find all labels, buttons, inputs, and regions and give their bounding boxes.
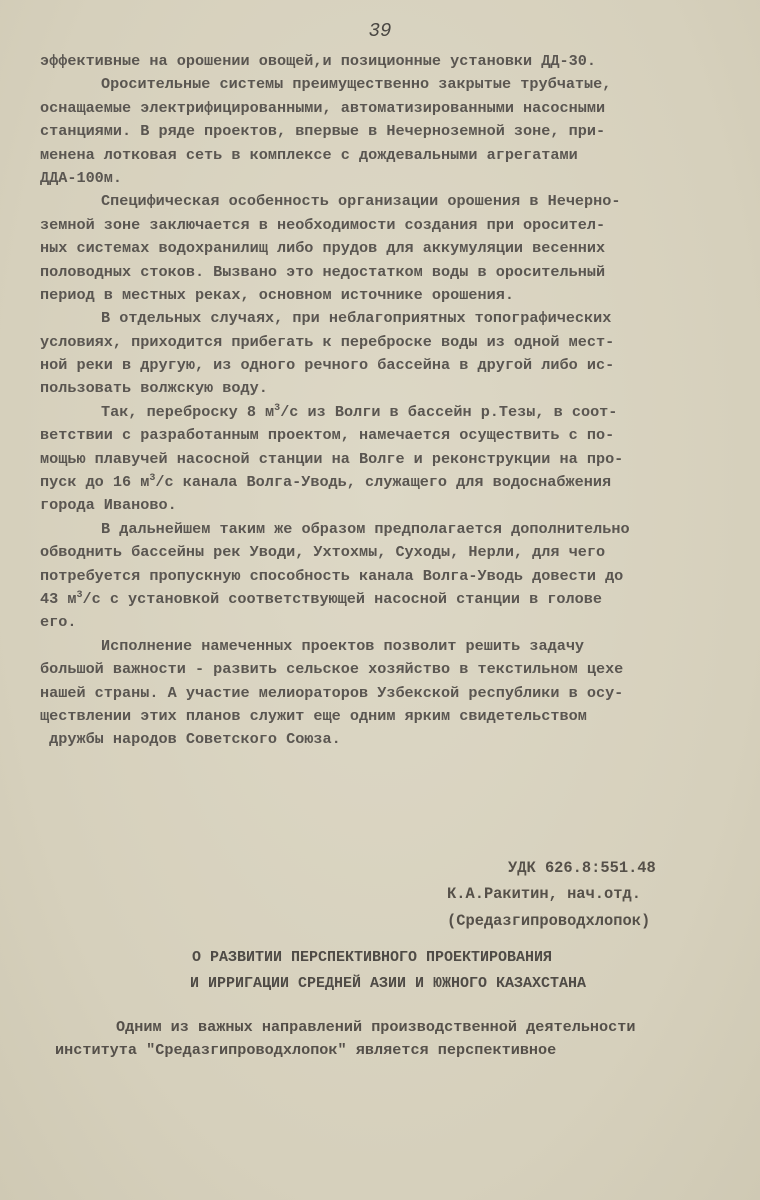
text-line: мощью плавучей насосной станции на Волге и реконструкции на про- [40, 449, 624, 468]
text-line: земной зоне заключается в необходимости создания при оросител- [40, 215, 606, 234]
text-line: нашей страны. А участие мелиораторов Узбекской республики в осу- [40, 683, 624, 702]
superscript: 3 [76, 589, 83, 601]
text-fragment: пуск до 16 м [40, 473, 150, 492]
text-line: Оросительные системы преимущественно закрытые трубчатые, [101, 75, 612, 94]
text-fragment: Так, переброску 8 м [101, 402, 275, 421]
body-text [40, 50, 720, 752]
article-intro [55, 1015, 735, 1062]
article-title-line-2: И ИРРИГАЦИИ СРЕДНЕЙ АЗИИ И ЮЖНОГО КАЗАХСТАНА [189, 975, 587, 992]
text-line: Исполнение намеченных проектов позволит решить задачу [101, 636, 585, 655]
superscript: 3 [149, 473, 156, 485]
text-line: большой важности - развить сельское хозяйство в текстильном цехе [40, 660, 624, 679]
text-line: Специфическая особенность организации орошения в Нечерно- [101, 192, 621, 211]
text-fragment: /с канала Волга-Уводь, служащего для водоснабжения [155, 473, 612, 492]
text-line: дружбы народов Советского Союза. [40, 730, 341, 749]
text-line: условиях, приходится прибегать к переброске воды из одной мест- [40, 332, 615, 351]
text-line: ДДА-100м. [40, 168, 123, 187]
text-line: потребуется пропускную способность канала Волга-Уводь довести до [40, 566, 624, 585]
text-line: ветствии с разработанным проектом, намечается осуществить с по- [40, 426, 615, 445]
udc-code: УДК 626.8:551.48 [508, 859, 656, 877]
text-line: период в местных реках, основном источнике орошения. [40, 285, 514, 304]
text-fragment: /с с установкой соответствующей насосной станции в голове [82, 589, 602, 608]
text-line: станциями. В ряде проектов, впервые в Нечерноземной зоне, при- [40, 122, 606, 141]
text-line: ных системах водохранилищ либо прудов для аккумуляции весенних [40, 239, 606, 258]
text-line [40, 471, 720, 494]
text-line [40, 401, 720, 424]
text-fragment: /с из Волги в бассейн р.Тезы, в соот- [280, 402, 618, 421]
article-title-line-1: О РАЗВИТИИ ПЕРСПЕКТИВНОГО ПРОЕКТИРОВАНИЯ [191, 949, 553, 966]
text-line: его. [40, 613, 77, 632]
text-line: ной реки в другую, из одного речного бассейна в другой либо ис- [40, 356, 615, 375]
text-fragment: 43 м [40, 589, 77, 608]
text-line: эффективные на орошении овощей,и позиционные установки ДД-30. [40, 52, 596, 70]
organization-line: (Средазгипроводхлопок) [447, 912, 651, 930]
text-line [40, 588, 720, 611]
author-line: К.А.Ракитин, нач.отд. [447, 885, 641, 903]
text-line: ществлении этих планов служит еще одним ярким свидетельством [40, 706, 587, 725]
text-line: В отдельных случаях, при неблагоприятных топографических [101, 309, 612, 328]
text-line: пользовать волжскую воду. [40, 379, 268, 398]
superscript: 3 [274, 402, 281, 414]
text-line: менена лотковая сеть в комплексе с дождевальными агрегатами [40, 145, 578, 164]
text-line: института "Средазгипроводхлопок" является перспективное [55, 1041, 557, 1060]
text-line: оснащаемые электрифицированными, автоматизированными насосными [40, 98, 606, 117]
text-line: обводнить бассейны рек Уводи, Ухтохмы, Суходы, Нерли, для чего [40, 543, 606, 562]
text-line: Одним из важных направлений производственной деятельности [116, 1018, 636, 1036]
page-number: 39 [368, 20, 392, 42]
text-line: города Иваново. [40, 496, 177, 515]
text-line: В дальнейшем таким же образом предполагается дополнительно [101, 519, 630, 538]
text-line: половодных стоков. Вызвано это недостатком воды в оросительный [40, 262, 606, 281]
